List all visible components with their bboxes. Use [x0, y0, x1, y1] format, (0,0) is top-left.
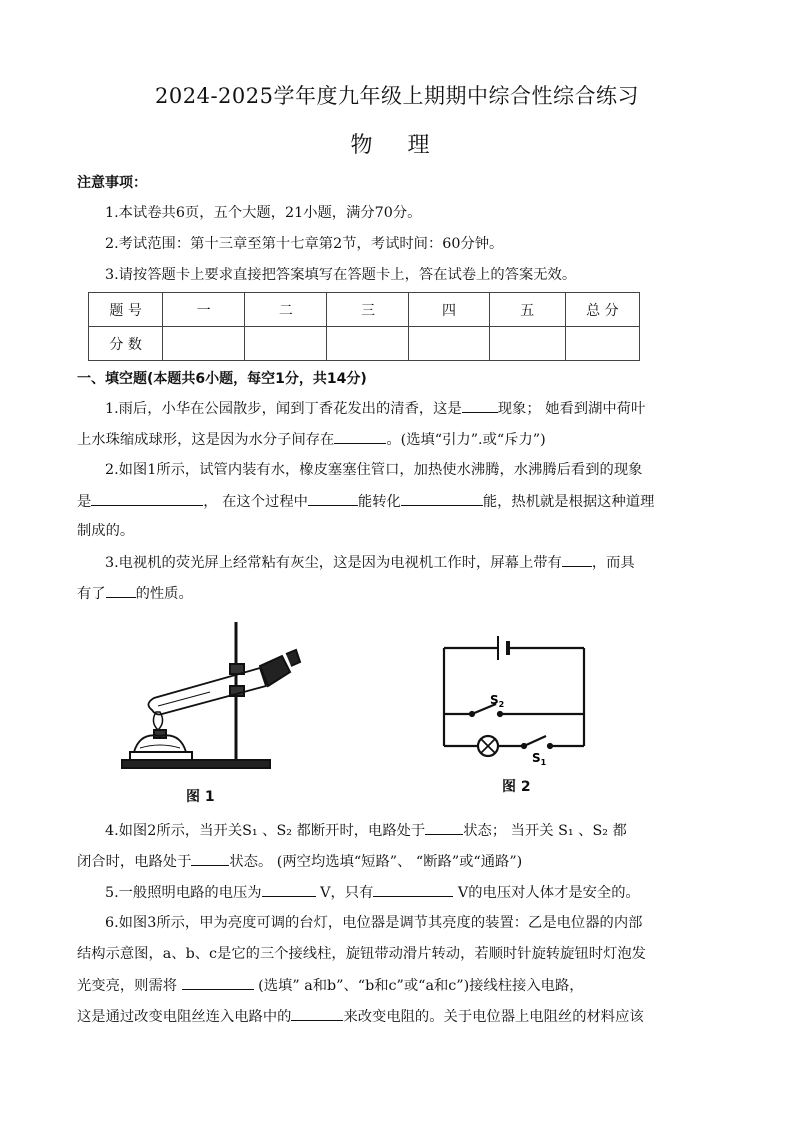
score-cell: 一 — [163, 293, 245, 327]
answer-blank[interactable] — [425, 820, 463, 835]
subject-title: 物 理 — [350, 133, 444, 158]
stopper-top — [286, 650, 300, 666]
notice-item-3: 3.请按答题卡上要求直接把答案填写在答题卡上，答在试卷上的答案无效。 — [105, 267, 577, 283]
lamp-plate — [130, 752, 192, 760]
notice-item-1: 1.本试卷共6页，五个大题，21小题，满分70分。 — [105, 205, 422, 221]
switch-s2-label: $S_2$ — [490, 693, 505, 709]
score-cell: 三 — [327, 293, 409, 327]
q6-text: 这是通过改变电阻丝连入电路中的 — [77, 1009, 292, 1025]
q3-line2 — [77, 583, 193, 604]
q3-text: 3.电视机的荧光屏上经常粘有灰尘，这是因为电视机工作时，屏幕上带有 — [105, 555, 562, 571]
q6-line2: 结构示意图，a、b、c是它的三个接线柱，旋钮带动滑片转动，若顺时针旋转旋钮时灯泡发 — [77, 946, 646, 962]
figure1-diagram — [110, 612, 310, 777]
score-input-cell[interactable] — [245, 327, 327, 361]
q2-line3: 制成的。 — [77, 523, 135, 539]
q2-line1: 2.如图1所示，试管内装有水，橡皮塞塞住管口，加热使水沸腾，水沸腾后看到的现象 — [105, 462, 643, 478]
q6-text: 来改变电阻的。关于电位器上电阻丝的材料应该 — [343, 1009, 644, 1025]
score-input-cell[interactable] — [163, 327, 245, 361]
q2-text: 能转化 — [357, 494, 401, 510]
notice-heading: 注意事项： — [77, 175, 147, 191]
score-input-cell[interactable] — [327, 327, 409, 361]
q4-text: 4.如图2所示，当开关S₁ 、S₂ 都断开时，电路处于 — [105, 823, 426, 839]
q2-text: 是 — [77, 494, 92, 510]
q5-line — [105, 882, 640, 903]
score-cell: 总 分 — [565, 293, 639, 327]
q1-text: 。(选填“引力”.或“斥力”) — [386, 432, 546, 448]
q2-text: ， 在这个过程中 — [203, 494, 308, 510]
lamp-liquid — [140, 745, 180, 748]
q4-text: 闭合时，电路处于 — [77, 854, 192, 870]
q3-text: 有了 — [77, 586, 106, 602]
answer-blank[interactable] — [401, 491, 483, 506]
answer-blank[interactable] — [262, 882, 316, 897]
q5-text: 5.一般照明电路的电压为 — [105, 885, 262, 901]
score-cell: 五 — [489, 293, 565, 327]
q6-text: 光变亮，则需将 — [77, 978, 178, 994]
score-cell: 题 号 — [89, 293, 163, 327]
q1-text: 上水珠缩成球形，这是因为水分子间存在 — [77, 432, 335, 448]
exam-title: 2024-2025学年度九年级上期期中综合性综合练习 — [155, 84, 639, 108]
q4-text: 状态； 当开关 S₁ 、S₂ 都 — [463, 823, 627, 839]
answer-blank[interactable] — [308, 491, 358, 506]
figure2-circuit — [438, 628, 590, 770]
answer-blank[interactable] — [462, 398, 498, 413]
q6-line4 — [77, 1006, 644, 1027]
switch-s1-label: $S_1$ — [532, 751, 547, 767]
notice-item-2: 2.考试范围：第十三章至第十七章第2节，考试时间：60分钟。 — [105, 236, 504, 252]
q4-line2 — [77, 851, 522, 872]
answer-blank[interactable] — [106, 583, 136, 598]
score-table-score-row — [89, 327, 640, 361]
figure2-caption: 图 2 — [502, 779, 531, 795]
q3-line1 — [105, 552, 635, 573]
q1-line1 — [105, 398, 645, 419]
q4-text: 状态。 (两空均选填“短路”、 “断路”或“通路”) — [229, 854, 523, 870]
answer-blank[interactable] — [334, 429, 386, 444]
q6-line1: 6.如图3所示，甲为亮度可调的台灯，电位器是调节其亮度的装置：乙是电位器的内部 — [105, 915, 643, 931]
q3-text: ，而具 — [591, 555, 635, 571]
score-input-cell[interactable] — [409, 327, 489, 361]
score-table — [88, 292, 640, 361]
q6-text: (选填” a和b”、“b和c”或“a和c”)接线柱接入电路， — [258, 978, 584, 994]
score-cell: 分 数 — [89, 327, 163, 361]
test-tube — [148, 668, 266, 715]
score-input-cell[interactable] — [489, 327, 565, 361]
answer-blank[interactable] — [191, 851, 229, 866]
q6-line3 — [77, 975, 584, 996]
figure1-caption: 图 1 — [186, 789, 215, 805]
stand-base — [122, 760, 270, 768]
score-cell: 四 — [409, 293, 489, 327]
q5-text: V的电压对人体才是安全的。 — [457, 885, 640, 901]
answer-blank[interactable] — [91, 491, 203, 506]
answer-blank[interactable] — [182, 975, 254, 990]
q1-text: 1.雨后，小华在公园散步，闻到丁香花发出的清香，这是 — [105, 401, 462, 417]
q2-text: 能，热机就是根据这种道理 — [482, 494, 655, 510]
answer-blank[interactable] — [373, 882, 453, 897]
q2-line2 — [77, 491, 654, 512]
section1-heading: 一、填空题(本题共6小题，每空1分，共14分) — [77, 371, 367, 387]
answer-blank[interactable] — [562, 552, 592, 567]
q1-line2 — [77, 429, 546, 450]
score-input-cell[interactable] — [565, 327, 639, 361]
switch-s1-lever[interactable] — [524, 736, 546, 746]
answer-blank[interactable] — [291, 1006, 343, 1021]
q1-text: 现象； 她看到湖中荷叶 — [497, 401, 646, 417]
score-cell: 二 — [245, 293, 327, 327]
score-table-header-row — [89, 293, 640, 327]
q4-line1 — [105, 820, 627, 841]
q5-text: V，只有 — [320, 885, 374, 901]
q3-text: 的性质。 — [135, 586, 193, 602]
